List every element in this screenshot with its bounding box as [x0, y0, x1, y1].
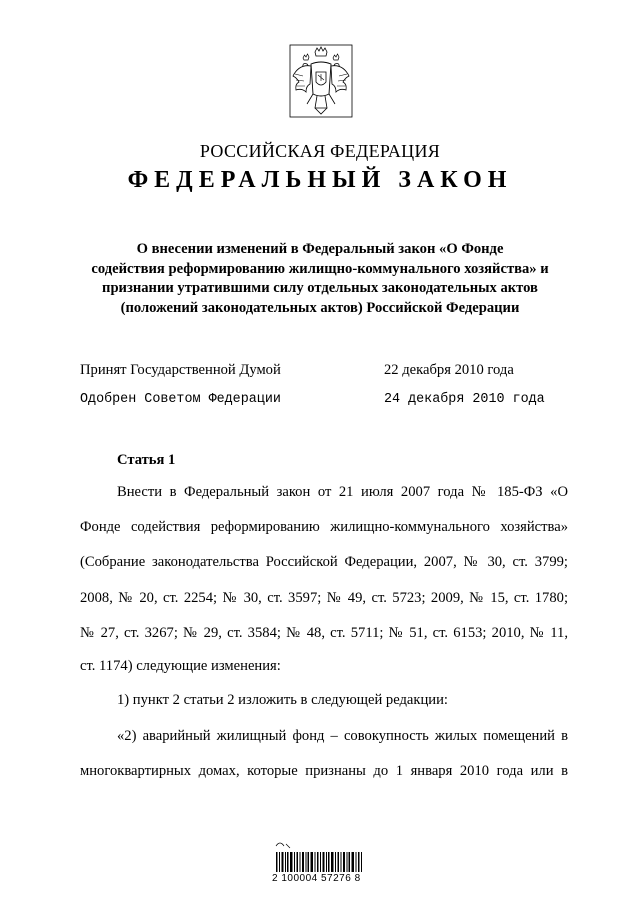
law-title-line: содействия реформированию жилищно-коммунального хозяйства» и	[91, 260, 549, 277]
article-line: 2008, № 20, ст. 2254; № 30, ст. 3597; № 49, ст. 5723; 2009, № 15, ст. 1780;	[80, 590, 568, 606]
country-heading: РОССИЙСКАЯ ФЕДЕРАЦИЯ	[199, 141, 441, 161]
law-title	[80, 240, 560, 318]
article-line: Внести в Федеральный закон от 21 июля 2007 года № 185-ФЗ «О	[117, 484, 568, 500]
law-title-line: О внесении изменений в Федеральный закон «О Фонде	[136, 241, 504, 257]
document-type-heading: ФЕДЕРАЛЬНЫЙ ЗАКОН	[127, 167, 513, 193]
law-title-line: признании утратившими силу отдельных законодательных актов	[102, 280, 538, 296]
article-line: (Собрание законодательства Российской Федерации, 2007, № 30, ст. 3799;	[80, 554, 568, 570]
article-line: ст. 1174) следующие изменения:	[80, 658, 281, 674]
council-label: Одобрен Советом Федерации	[80, 392, 281, 407]
article-line: Фонде содействия реформированию жилищно-коммунального хозяйства»	[80, 519, 568, 535]
barcode-number: 2 100004 57276 8	[272, 873, 361, 884]
article-line: № 27, ст. 3267; № 29, ст. 3584; № 48, ст. 5711; № 51, ст. 6153; 2010, № 11,	[80, 625, 568, 641]
coat-of-arms-icon	[289, 44, 353, 118]
article-line: 1) пункт 2 статьи 2 изложить в следующей редакции:	[117, 692, 448, 708]
law-title-line: (положений законодательных актов) Российской Федерации	[120, 299, 520, 316]
article-line: «2) аварийный жилищный фонд – совокупность жилых помещений в	[117, 728, 568, 744]
article-line: многоквартирных домах, которые признаны до 1 января 2010 года или в	[80, 763, 568, 779]
duma-label: Принят Государственной Думой	[80, 362, 281, 378]
duma-date: 22 декабря 2010 года	[384, 362, 514, 378]
article-heading: Статья 1	[117, 452, 176, 468]
council-date: 24 декабря 2010 года	[384, 392, 545, 407]
